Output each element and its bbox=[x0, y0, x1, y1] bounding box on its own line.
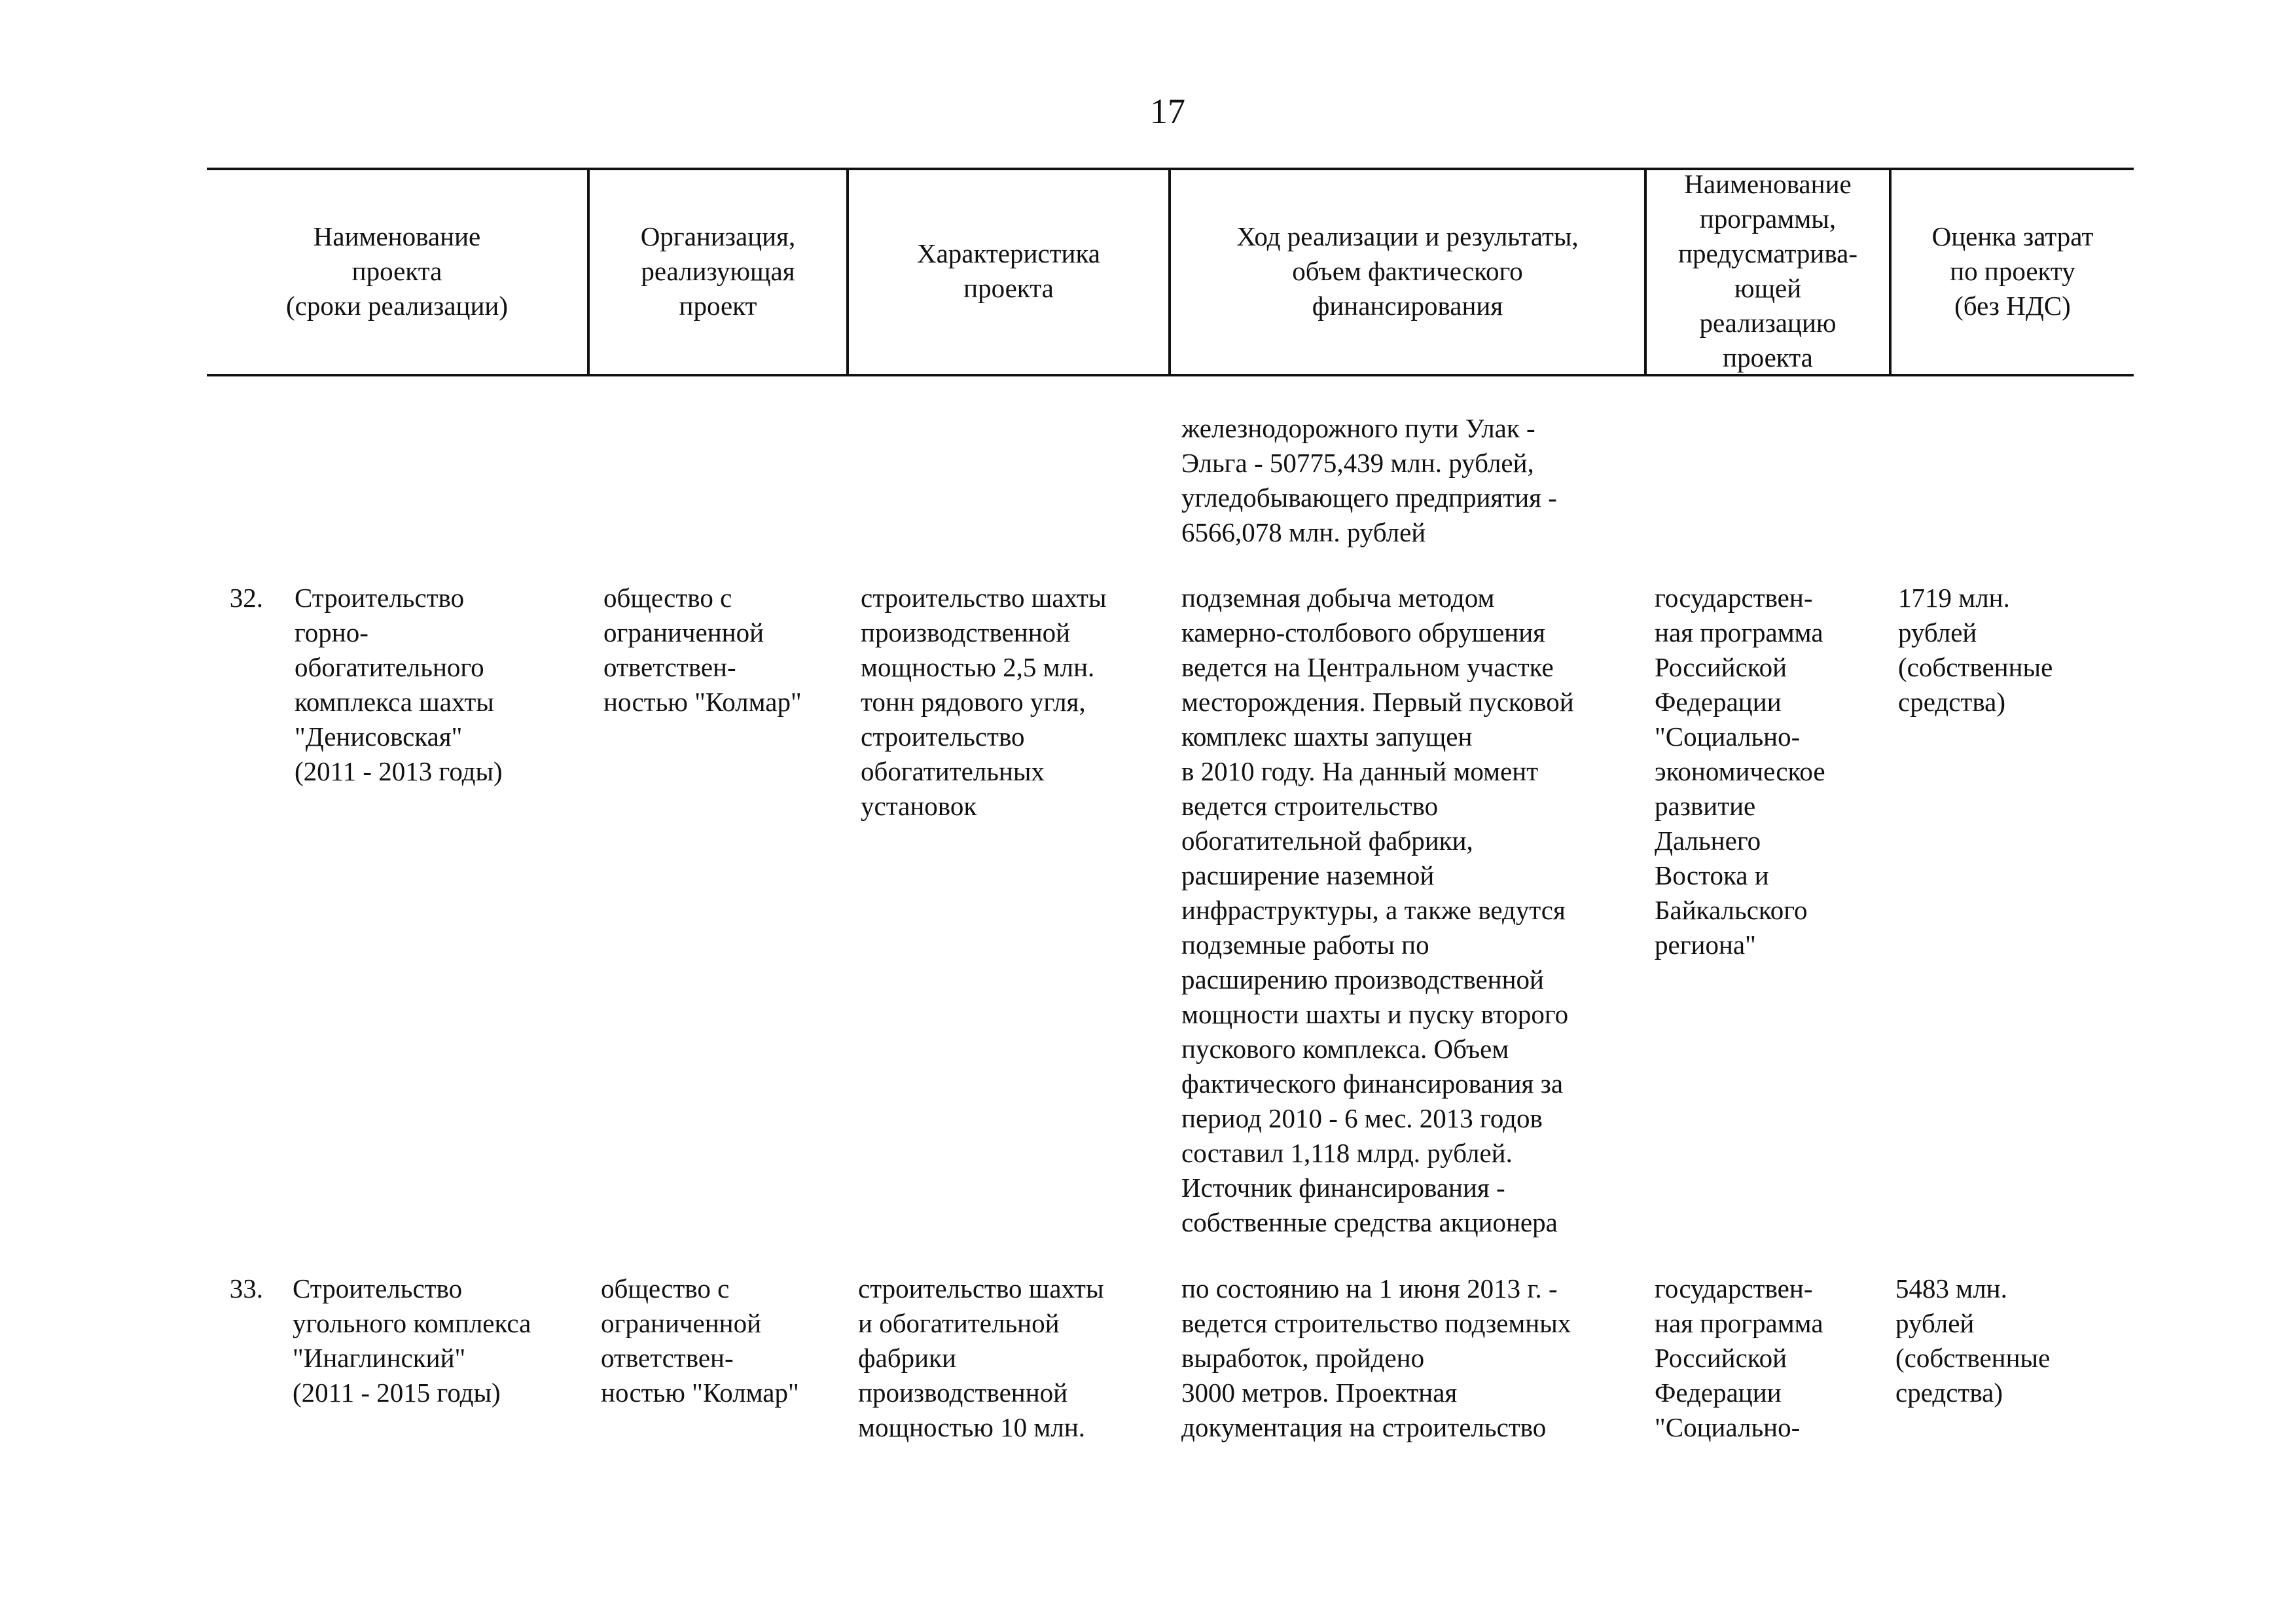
characteristics: строительство шахты производственной мощностью 2,5 млн. тонн рядового угля, строительство обогатительных установок bbox=[861, 583, 1107, 821]
progress: по состоянию на 1 июня 2013 г. - ведется строительство подземных выработок, пройдено 3000 метров. Проектная документация на строительство bbox=[1181, 1273, 1571, 1442]
header-project-name: Наименование проекта (сроки реализации) bbox=[286, 221, 508, 321]
header-progress: Ход реализации и результаты, объем фактического финансирования bbox=[1236, 221, 1579, 321]
characteristics: строительство шахты и обогатительной фабрики производственной мощностью 10 млн. bbox=[858, 1273, 1104, 1442]
header-organization: Организация, реализующая проект bbox=[640, 221, 796, 321]
header-program: Наименование программы, предусматрива- ющей реализацию проекта bbox=[1678, 169, 1857, 373]
organization: общество с ограниченной ответствен- ностью "Колмар" bbox=[603, 583, 802, 717]
program: государствен- ная программа Российской Федерации "Социально- bbox=[1655, 1273, 1823, 1442]
row-number: 33. bbox=[229, 1273, 263, 1304]
page-number: 17 bbox=[1150, 92, 1185, 131]
organization: общество с ограниченной ответствен- ностью "Колмар" bbox=[601, 1273, 799, 1408]
cost: 1719 млн. рублей (собственные средства) bbox=[1898, 583, 2053, 717]
program: государствен- ная программа Российской Федерации "Социально- экономическое развитие Дальнего Востока и Байкальского региона" bbox=[1655, 583, 1825, 960]
project-name: Строительство угольного комплекса "Инаглинский" (2011 - 2015 годы) bbox=[293, 1273, 531, 1408]
continuation-progress: железнодорожного пути Улак - Эльга - 50775,439 млн. рублей, угледобывающего предприятия - 6566,078 млн. рублей bbox=[1181, 413, 1557, 547]
row-number: 32. bbox=[229, 583, 263, 613]
cost: 5483 млн. рублей (собственные средства) bbox=[1895, 1273, 2051, 1408]
header-characteristics: Характеристика проекта bbox=[917, 238, 1100, 303]
progress: подземная добыча методом камерно-столбового обрушения ведется на Центральном участке месторождения. Первый пусковой комплекс шахты запущен в 2010 году. На данный момент ведется строительство обогатительной фабрики, расширение наземной инфраструктуры, а также ведутся подземные работы по расширению производственной мощности шахты и пуску второго пускового комплекса. Объем фактического финансирования за период 2010 - 6 мес. 2013 годов составил 1,118 млрд. рублей. Источник финансирования - собственные средства акционера bbox=[1181, 583, 1574, 1237]
project-name: Строительство горно- обогатительного комплекса шахты "Денисовская" (2011 - 2013 годы) bbox=[295, 583, 503, 786]
header-cost: Оценка затрат по проекту (без НДС) bbox=[1931, 221, 2094, 321]
